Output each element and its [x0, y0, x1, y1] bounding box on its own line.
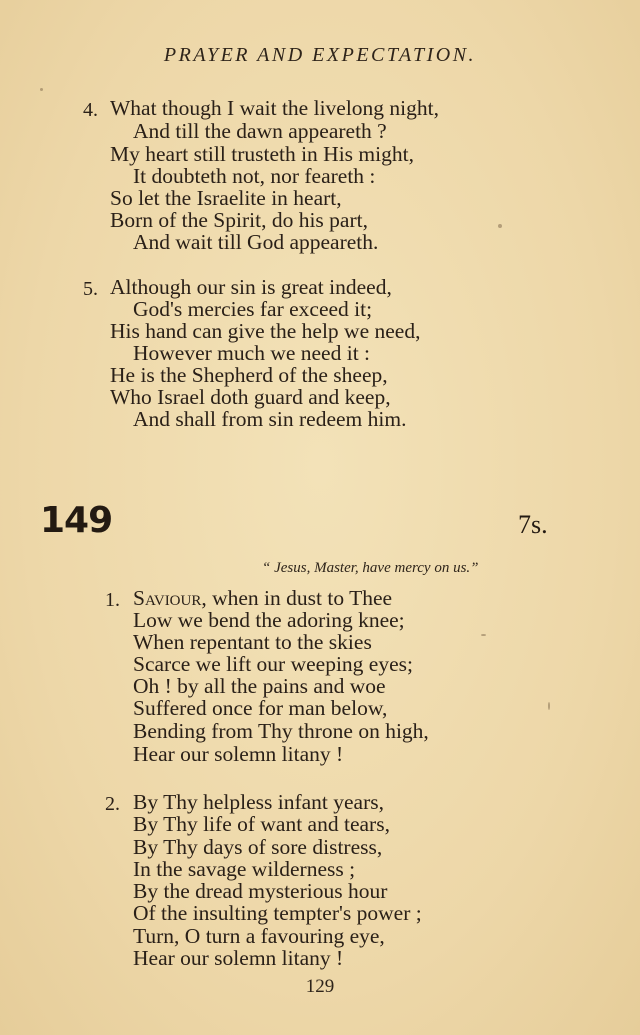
verse-line: Turn, O turn a favouring eye, — [133, 924, 385, 948]
verse-line: Although our sin is great indeed, — [110, 275, 392, 299]
hymn-meter: 7s. — [518, 510, 548, 539]
hymn-number: 149 — [40, 500, 113, 541]
verse-line: His hand can give the help we need, — [110, 319, 421, 343]
verse-line: Oh ! by all the pains and woe — [133, 674, 386, 698]
verse-line: And till the dawn appeareth ? — [133, 119, 387, 143]
verse-line: Hear our solemn litany ! — [133, 946, 344, 970]
verse-line: Low we bend the adoring knee; — [133, 608, 405, 632]
verse-line: Suffered once for man below, — [133, 696, 388, 720]
verse-line: Hear our solemn litany ! — [133, 742, 344, 766]
verse-line: Bending from Thy throne on high, — [133, 719, 429, 743]
verse-line: By Thy days of sore distress, — [133, 835, 383, 859]
verse-line: In the savage wilderness ; — [133, 857, 356, 881]
stanza-number: 4. — [83, 99, 98, 121]
stanza-number: 2. — [105, 793, 120, 815]
verse-line — [133, 588, 392, 610]
verse-line: However much we need it : — [133, 341, 371, 365]
verse-line: It doubteth not, nor feareth : — [133, 164, 376, 188]
paper-speck — [481, 634, 486, 636]
hymn-epigraph: “ Jesus, Master, have mercy on us.” — [262, 560, 479, 576]
stanza-number: 1. — [105, 589, 120, 611]
verse-line: Of the insulting tempter's power ; — [133, 901, 422, 925]
verse-line: Born of the Spirit, do his part, — [110, 208, 368, 232]
verse-line: Scarce we lift our weeping eyes; — [133, 652, 413, 676]
paper-speck — [548, 702, 550, 710]
verse-line: And shall from sin redeem him. — [133, 407, 407, 431]
verse-line: God's mercies far exceed it; — [133, 297, 373, 321]
verse-line: When repentant to the skies — [133, 630, 372, 654]
verse-line: By Thy helpless infant years, — [133, 790, 384, 814]
verse-line: By the dread mysterious hour — [133, 879, 388, 903]
paper-speck — [40, 88, 43, 91]
running-head: PRAYER AND EXPECTATION. — [163, 44, 477, 66]
page-number: 129 — [305, 976, 335, 997]
verse-line: He is the Shepherd of the sheep, — [110, 363, 388, 387]
stanza-number: 5. — [83, 278, 98, 300]
first-word: Saviour, — [133, 586, 207, 610]
paper-speck — [498, 224, 502, 228]
first-line-rest: when in dust to Thee — [206, 586, 393, 610]
verse-line: What though I wait the livelong night, — [110, 96, 440, 120]
verse-line: Who Israel doth guard and keep, — [110, 385, 391, 409]
verse-line: By Thy life of want and tears, — [133, 812, 390, 836]
verse-line: My heart still trusteth in His might, — [110, 142, 414, 166]
verse-line: And wait till God appeareth. — [133, 230, 379, 254]
verse-line: So let the Israelite in heart, — [110, 186, 342, 210]
